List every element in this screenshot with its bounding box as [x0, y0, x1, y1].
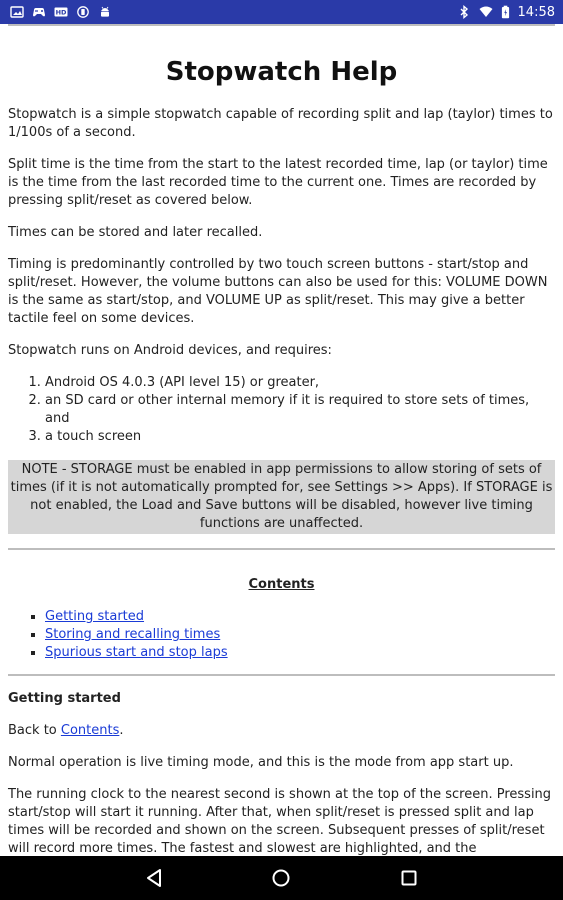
sim-icon: [76, 6, 90, 18]
contents-item: [45, 608, 555, 626]
android-icon: [98, 6, 112, 18]
back-button[interactable]: [134, 858, 174, 898]
navigation-bar: [0, 856, 563, 900]
game-controller-icon: [32, 6, 46, 18]
recents-icon: [400, 869, 418, 887]
back-icon: [145, 868, 163, 888]
requirements-intro: Stopwatch runs on Android devices, and requires:: [8, 343, 332, 358]
normal-operation-paragraph: Normal operation is live timing mode, and this is the mode from app start up.: [8, 755, 514, 770]
controls-paragraph: Timing is predominantly controlled by two touch screen buttons - start/stop and split/reset. However, the volume buttons can also be used for this: VOLUME DOWN is the same as start/stop, and VOLUME UP as split/reset. This may give a better tactile feel on some devices.: [8, 257, 548, 326]
section-divider: [8, 548, 555, 550]
clock-time: 14:58: [517, 4, 555, 20]
storage-paragraph: Times can be stored and later recalled.: [8, 225, 263, 240]
section-divider: [8, 674, 555, 676]
battery-icon: [501, 5, 510, 19]
contents-list: [8, 608, 555, 662]
link-spurious-laps[interactable]: Spurious start and stop laps: [45, 645, 228, 660]
svg-text:HD: HD: [55, 8, 67, 17]
back-suffix: .: [119, 723, 124, 738]
getting-started-heading: Getting started: [8, 691, 121, 706]
recents-button[interactable]: [389, 858, 429, 898]
back-to-contents: [8, 722, 555, 740]
requirement-item: 2. an SD card or other internal memory if it is required to store sets of times, and: [45, 392, 555, 428]
wifi-icon: [479, 6, 493, 18]
hd-icon: [54, 6, 68, 18]
back-prefix: Back to: [8, 723, 61, 738]
contents-item: [45, 626, 555, 644]
help-webview[interactable]: [0, 24, 563, 856]
contents-item: [45, 644, 555, 662]
photo-icon: [10, 6, 24, 18]
split-lap-paragraph: Split time is the time from the start to the latest recorded time, lap (or taylor) time is the time from the last recorded time to the current one. Times are recorded by pressing split/reset as covered below.: [8, 157, 548, 208]
home-button[interactable]: [261, 858, 301, 898]
system-icons: [457, 5, 555, 20]
home-icon: [271, 868, 291, 888]
requirements-list: [8, 374, 555, 446]
storage-note: NOTE - STORAGE must be enabled in app permissions to allow storing of sets of times (if it is not automatically prompted for, see Settings >> Apps). If STORAGE is not enabled, the Load and Save buttons will be disabled, however live timing functions are unaffected.: [8, 460, 555, 534]
requirement-item: 1. Android OS 4.0.3 (API level 15) or greater,: [45, 374, 555, 392]
help-document: [0, 24, 563, 856]
running-clock-paragraph: The running clock to the nearest second is shown at the top of the screen. Pressing start/stop will start it running. After that, when split/reset is pressed split and lap times will be recorded and shown on the screen. Subsequent presses of split/reset will record more times. The fastest and slowest are highlighted, and the: [8, 787, 552, 856]
page-title: Stopwatch Help: [165, 57, 398, 87]
intro-paragraph: Stopwatch is a simple stopwatch capable of recording split and lap (taylor) times to 1/100s of a second.: [8, 107, 553, 140]
link-storing-recalling[interactable]: Storing and recalling times: [45, 627, 221, 642]
top-divider: [8, 24, 555, 26]
back-to-contents-link[interactable]: Contents: [60, 723, 120, 738]
status-bar: [0, 0, 563, 24]
requirement-item: 3. a touch screen: [45, 428, 555, 446]
contents-heading: Contents: [248, 577, 315, 592]
notification-icons: [10, 6, 112, 18]
link-getting-started[interactable]: Getting started: [45, 609, 145, 624]
bluetooth-icon: [457, 5, 471, 19]
